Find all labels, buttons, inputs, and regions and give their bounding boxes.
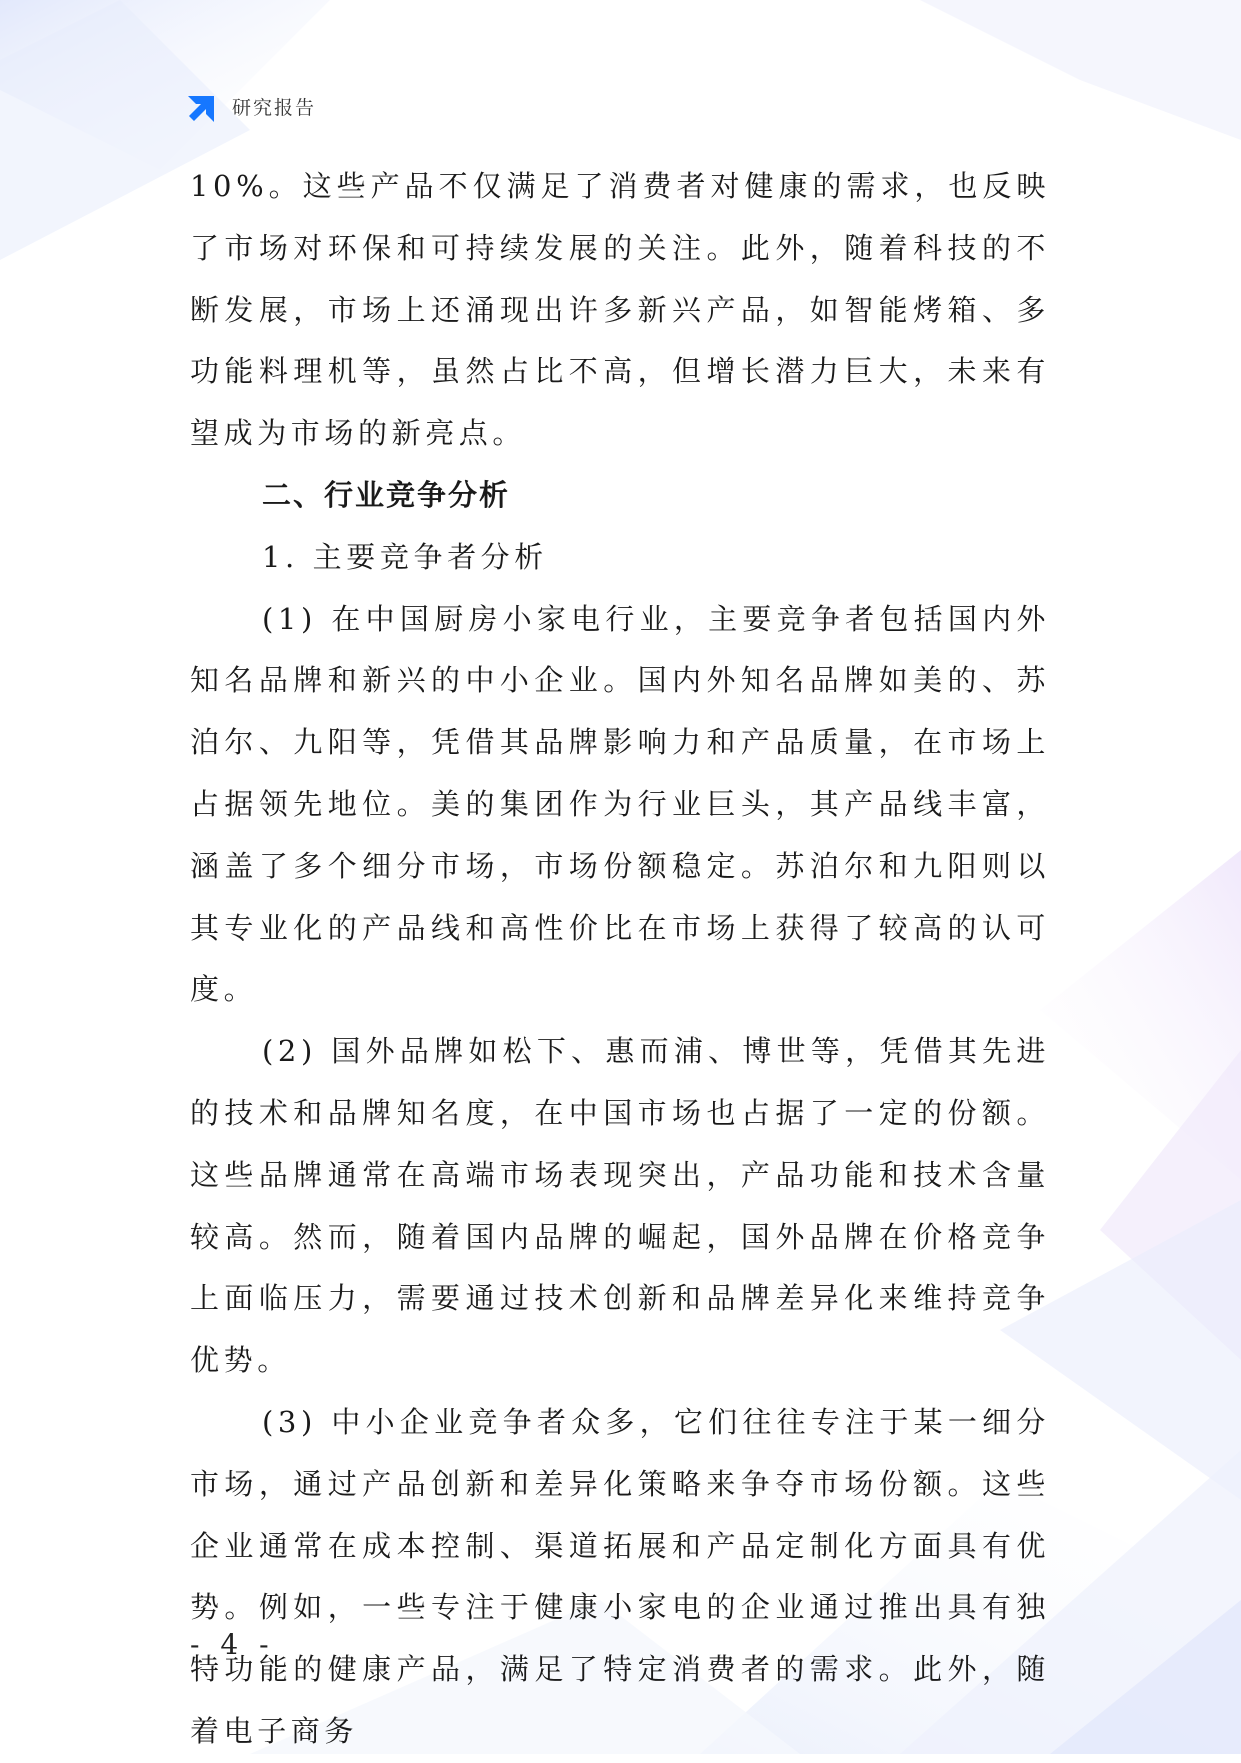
page-number: - 4 - [190, 1628, 275, 1661]
paragraph-competitors-3: (3) 中小企业竞争者众多，它们往往专注于某一细分市场，通过产品创新和差异化策略来争夺市场份额。这些企业通常在成本控制、渠道拓展和产品定制化方面具有优势。例如，一些专注于健康小家电的企业通过推出具有独特功能的健康产品，满足了特定消费者的需求。此外，随着电子商务 [190, 1404, 1050, 1748]
arrow-logo-icon [186, 88, 222, 124]
header-title: 研究报告 [232, 96, 317, 119]
document-body [190, 156, 1050, 1763]
report-header [186, 88, 316, 124]
subsection-heading: 1. 主要竞争者分析 [262, 539, 548, 574]
paragraph-competitors-2: (2) 国外品牌如松下、惠而浦、博世等，凭借其先进的技术和品牌知名度，在中国市场也占据了一定的份额。这些品牌通常在高端市场表现突出，产品功能和技术含量较高。然而，随着国内品牌的崛起，国外品牌在价格竞争上面临压力，需要通过技术创新和品牌差异化来维持竞争优势。 [190, 1034, 1050, 1378]
paragraph-continued: 10%。这些产品不仅满足了消费者对健康的需求，也反映了市场对环保和可持续发展的关注。此外，随着科技的不断发展，市场上还涌现出许多新兴产品，如智能烤箱、多功能料理机等，虽然占比不高，但增长潜力巨大，未来有望成为市场的新亮点。 [190, 169, 1050, 451]
paragraph-competitors-1: (1) 在中国厨房小家电行业，主要竞争者包括国内外知名品牌和新兴的中小企业。国内外知名品牌如美的、苏泊尔、九阳等，凭借其品牌影响力和产品质量，在市场上占据领先地位。美的集团作为行业巨头，其产品线丰富，涵盖了多个细分市场，市场份额稳定。苏泊尔和九阳则以其专业化的产品线和高性价比在市场上获得了较高的认可度。 [190, 601, 1050, 1007]
section-heading: 二、行业竞争分析 [262, 477, 511, 512]
